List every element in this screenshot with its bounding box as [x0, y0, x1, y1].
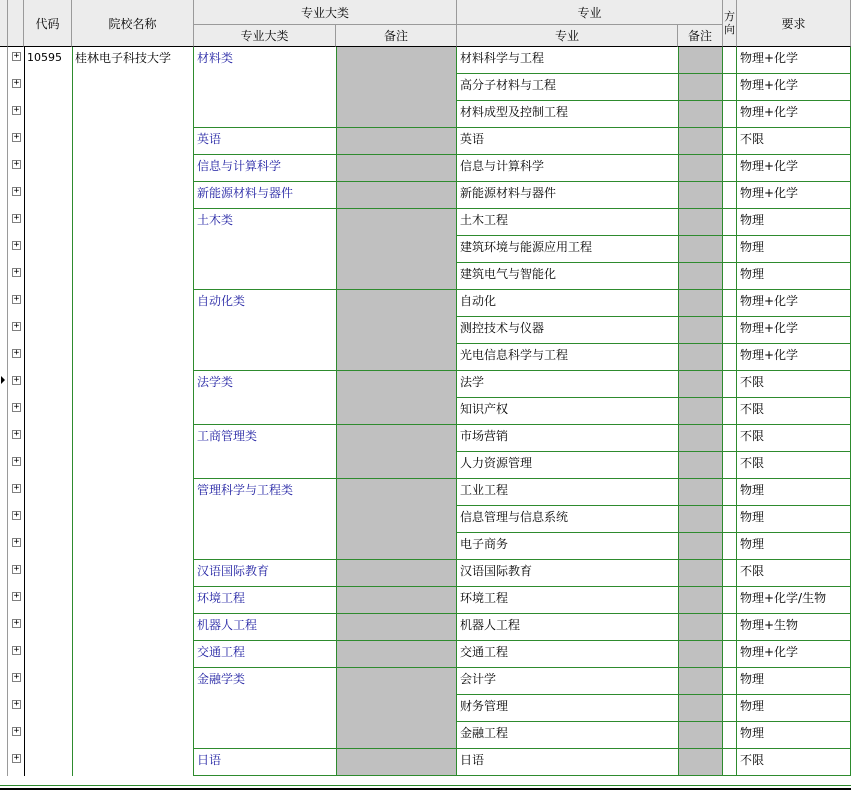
row-selector[interactable] — [0, 533, 8, 560]
direction-cell[interactable] — [723, 344, 737, 371]
major-cell[interactable]: 测控技术与仪器 — [460, 321, 545, 335]
major-cell[interactable]: 法学 — [460, 375, 485, 389]
major-category-cell[interactable]: 金融学类 — [197, 672, 246, 686]
direction-cell[interactable] — [723, 236, 737, 263]
expand-row-icon[interactable]: + — [13, 402, 20, 412]
major-category-cell[interactable]: 工商管理类 — [197, 429, 258, 443]
expand-row-icon[interactable]: + — [13, 78, 20, 88]
major-category-cell[interactable]: 交通工程 — [197, 645, 246, 659]
expand-row-icon[interactable]: + — [13, 348, 20, 358]
major-cell[interactable]: 知识产权 — [460, 402, 509, 416]
expand-row-icon[interactable]: + — [13, 159, 20, 169]
expand-row-icon[interactable]: + — [13, 51, 20, 61]
requirement-cell[interactable]: 物理 — [740, 267, 765, 281]
column-header-requirement[interactable]: 要求 — [737, 0, 851, 47]
expand-row-icon[interactable]: + — [13, 132, 20, 142]
bottom-grid-line — [0, 785, 851, 786]
row-selector[interactable] — [0, 317, 8, 344]
row-selector[interactable] — [0, 506, 8, 533]
direction-cell[interactable] — [723, 263, 737, 290]
requirement-cell[interactable]: 不限 — [740, 753, 765, 767]
row-selector-header[interactable] — [0, 0, 8, 47]
current-record-pointer-icon — [1, 376, 5, 384]
row-selector[interactable] — [0, 695, 8, 722]
direction-cell[interactable] — [723, 722, 737, 749]
column-group-major: 专业 — [457, 0, 723, 25]
direction-cell[interactable] — [723, 695, 737, 722]
requirement-cell[interactable]: 物理+化学 — [740, 321, 799, 335]
requirement-cell[interactable]: 物理+化学 — [740, 78, 799, 92]
requirement-cell[interactable]: 物理 — [740, 537, 765, 551]
expand-row-icon[interactable]: + — [13, 537, 20, 547]
major-cell[interactable]: 财务管理 — [460, 699, 509, 713]
major-cell[interactable]: 会计学 — [460, 672, 497, 686]
requirement-cell[interactable]: 不限 — [740, 132, 765, 146]
row-selector[interactable] — [0, 749, 8, 776]
row-selector[interactable] — [0, 290, 8, 317]
major-category-cell[interactable]: 新能源材料与器件 — [197, 186, 294, 200]
row-selector[interactable] — [0, 101, 8, 128]
requirement-cell[interactable]: 物理 — [740, 483, 765, 497]
expand-row-icon[interactable]: + — [13, 591, 20, 601]
row-selector[interactable] — [0, 452, 8, 479]
row-selector[interactable] — [0, 155, 8, 182]
school-code[interactable]: 10595 — [27, 51, 62, 64]
major-cell[interactable]: 建筑电气与智能化 — [460, 267, 557, 281]
expand-row-icon[interactable]: + — [13, 267, 20, 277]
requirement-cell[interactable]: 物理+化学 — [740, 348, 799, 362]
requirement-cell[interactable]: 物理 — [740, 213, 765, 227]
expand-row-icon[interactable]: + — [13, 186, 20, 196]
row-selector[interactable] — [0, 182, 8, 209]
expand-row-icon[interactable]: + — [13, 483, 20, 493]
major-cell[interactable]: 自动化 — [460, 294, 497, 308]
major-category-cell[interactable]: 法学类 — [197, 375, 234, 389]
row-selector[interactable] — [0, 236, 8, 263]
row-selector[interactable] — [0, 128, 8, 155]
column-header-school-name[interactable]: 院校名称 — [72, 0, 194, 47]
row-selector[interactable] — [0, 668, 8, 695]
direction-cell[interactable] — [723, 425, 737, 452]
direction-cell[interactable] — [723, 479, 737, 506]
requirement-cell[interactable]: 物理+化学 — [740, 105, 799, 119]
requirement-cell[interactable]: 物理+化学 — [740, 159, 799, 173]
major-category-cell[interactable]: 英语 — [197, 132, 222, 146]
direction-cell[interactable] — [723, 209, 737, 236]
expand-column-header — [8, 0, 24, 47]
direction-cell[interactable] — [723, 371, 737, 398]
expand-row-icon[interactable]: + — [13, 645, 20, 655]
school-name[interactable]: 桂林电子科技大学 — [75, 51, 172, 65]
major-cell[interactable]: 建筑环境与能源应用工程 — [460, 240, 593, 254]
major-category-cell[interactable]: 信息与计算科学 — [197, 159, 282, 173]
expand-row-icon[interactable]: + — [13, 429, 20, 439]
major-cell[interactable]: 汉语国际教育 — [460, 564, 533, 578]
row-selector[interactable] — [0, 722, 8, 749]
column-header-code[interactable]: 代码 — [24, 0, 72, 47]
row-selector[interactable] — [0, 560, 8, 587]
expand-row-icon[interactable]: + — [13, 618, 20, 628]
major-category-cell[interactable]: 土木类 — [197, 213, 234, 227]
major-cell[interactable]: 环境工程 — [460, 591, 509, 605]
direction-cell[interactable] — [723, 452, 737, 479]
major-cell[interactable]: 高分子材料与工程 — [460, 78, 557, 92]
expand-row-icon[interactable]: + — [13, 375, 20, 385]
requirement-cell[interactable]: 物理 — [740, 510, 765, 524]
column-divider — [72, 47, 73, 776]
major-category-cell[interactable]: 材料类 — [197, 51, 234, 65]
major-category-cell[interactable]: 机器人工程 — [197, 618, 258, 632]
major-cell[interactable]: 信息管理与信息系统 — [460, 510, 569, 524]
row-selector[interactable] — [0, 614, 8, 641]
column-header-category-note[interactable]: 备注 — [336, 25, 457, 47]
expand-row-icon[interactable]: + — [13, 321, 20, 331]
expand-row-icon[interactable]: + — [13, 564, 20, 574]
requirement-cell[interactable]: 物理+化学/生物 — [740, 591, 827, 605]
row-selector[interactable] — [0, 641, 8, 668]
column-header-major[interactable]: 专业 — [457, 25, 678, 47]
expand-row-icon[interactable]: + — [13, 753, 20, 763]
expand-row-icon[interactable]: + — [13, 699, 20, 709]
direction-cell[interactable] — [723, 47, 737, 74]
row-selector[interactable] — [0, 479, 8, 506]
column-header-direction[interactable]: 方向 — [723, 0, 737, 47]
expand-row-icon[interactable]: + — [13, 456, 20, 466]
row-selector[interactable] — [0, 344, 8, 371]
requirement-cell[interactable]: 物理+化学 — [740, 294, 799, 308]
requirement-cell[interactable]: 物理+化学 — [740, 51, 799, 65]
major-category-cell[interactable]: 日语 — [197, 753, 222, 767]
major-cell[interactable]: 日语 — [460, 753, 485, 767]
row-selector[interactable] — [0, 263, 8, 290]
direction-cell[interactable] — [723, 128, 737, 155]
requirement-cell[interactable]: 不限 — [740, 564, 765, 578]
major-cell[interactable]: 信息与计算科学 — [460, 159, 545, 173]
expand-row-icon[interactable]: + — [13, 510, 20, 520]
row-selector[interactable] — [0, 587, 8, 614]
direction-cell[interactable] — [723, 560, 737, 587]
major-cell[interactable]: 英语 — [460, 132, 485, 146]
column-group-major-category: 专业大类 — [194, 0, 457, 25]
direction-cell[interactable] — [723, 614, 737, 641]
requirement-cell[interactable]: 物理+生物 — [740, 618, 799, 632]
direction-cell[interactable] — [723, 749, 737, 776]
expand-row-icon[interactable]: + — [13, 213, 20, 223]
expand-row-icon[interactable]: + — [13, 105, 20, 115]
requirement-cell[interactable]: 不限 — [740, 375, 765, 389]
major-category-cell[interactable]: 汉语国际教育 — [197, 564, 270, 578]
direction-cell[interactable] — [723, 74, 737, 101]
major-cell[interactable]: 材料成型及控制工程 — [460, 105, 569, 119]
requirement-cell[interactable]: 不限 — [740, 429, 765, 443]
requirement-cell[interactable]: 不限 — [740, 456, 765, 470]
direction-cell[interactable] — [723, 290, 737, 317]
major-cell[interactable]: 电子商务 — [460, 537, 509, 551]
requirement-cell[interactable]: 物理 — [740, 672, 765, 686]
major-cell[interactable]: 光电信息科学与工程 — [460, 348, 569, 362]
major-cell[interactable]: 材料科学与工程 — [460, 51, 545, 65]
major-cell[interactable]: 金融工程 — [460, 726, 509, 740]
direction-cell[interactable] — [723, 398, 737, 425]
major-cell[interactable]: 交通工程 — [460, 645, 509, 659]
major-cell[interactable]: 工业工程 — [460, 483, 509, 497]
major-category-cell[interactable]: 自动化类 — [197, 294, 246, 308]
direction-cell[interactable] — [723, 506, 737, 533]
requirement-cell[interactable]: 物理+化学 — [740, 645, 799, 659]
major-cell[interactable]: 机器人工程 — [460, 618, 521, 632]
major-cell[interactable]: 土木工程 — [460, 213, 509, 227]
direction-cell[interactable] — [723, 587, 737, 614]
row-selector[interactable] — [0, 209, 8, 236]
major-cell[interactable]: 市场营销 — [460, 429, 509, 443]
expand-row-icon[interactable]: + — [13, 672, 20, 682]
requirement-cell[interactable]: 物理+化学 — [740, 186, 799, 200]
row-selector[interactable] — [0, 47, 8, 74]
direction-cell[interactable] — [723, 155, 737, 182]
direction-cell[interactable] — [723, 101, 737, 128]
major-cell[interactable]: 新能源材料与器件 — [460, 186, 557, 200]
direction-cell[interactable] — [723, 668, 737, 695]
requirement-cell[interactable]: 物理 — [740, 699, 765, 713]
direction-cell[interactable] — [723, 641, 737, 668]
row-selector[interactable] — [0, 74, 8, 101]
expand-row-icon[interactable]: + — [13, 726, 20, 736]
direction-cell[interactable] — [723, 317, 737, 344]
direction-cell[interactable] — [723, 182, 737, 209]
row-selector[interactable] — [0, 371, 8, 398]
expand-row-icon[interactable]: + — [13, 294, 20, 304]
requirement-cell[interactable]: 物理 — [740, 726, 765, 740]
grid-bottom-border — [0, 776, 851, 790]
requirement-cell[interactable]: 物理 — [740, 240, 765, 254]
row-selector[interactable] — [0, 398, 8, 425]
major-cell[interactable]: 人力资源管理 — [460, 456, 533, 470]
column-divider — [24, 47, 25, 776]
direction-cell[interactable] — [723, 533, 737, 560]
column-header-major-note[interactable]: 备注 — [678, 25, 723, 47]
requirement-cell[interactable]: 不限 — [740, 402, 765, 416]
major-category-cell[interactable]: 环境工程 — [197, 591, 246, 605]
major-category-cell[interactable]: 管理科学与工程类 — [197, 483, 294, 497]
column-header-major-category[interactable]: 专业大类 — [194, 25, 336, 47]
expand-row-icon[interactable]: + — [13, 240, 20, 250]
row-selector[interactable] — [0, 425, 8, 452]
